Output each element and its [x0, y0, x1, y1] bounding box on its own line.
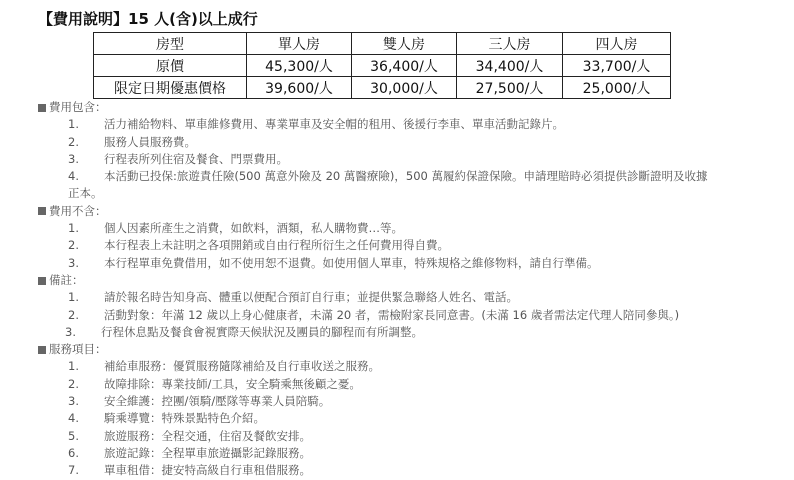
list-item: 3. 行程表所列住宿及餐食、門票費用。 [68, 151, 288, 166]
list-item: 1. 活力補給物料、單車維修費用、專業單車及安全帽的租用、後援行李車、單車活動記錄片。 [68, 117, 564, 132]
table-cell: 27,500/人 [457, 77, 563, 99]
list-item: 4. 騎乘導覽：特殊景點特色介紹。 [68, 411, 265, 426]
table-cell: 30,000/人 [352, 77, 457, 99]
header-cell: 單人房 [247, 33, 352, 55]
list-item: 7. 單車租借：捷安特高級自行車租借服務。 [68, 463, 311, 478]
list-item: 2. 本行程表上未註明之各項開銷或自由行程所衍生之任何費用得自費。 [68, 238, 449, 253]
table-cell: 25,000/人 [563, 77, 671, 99]
list-item: 5. 旅遊服務：全程交通，住宿及餐飲安排。 [68, 428, 311, 443]
list-item: 1. 請於報名時告知身高、體重以便配合預訂自行車；並提供緊急聯絡人姓名、電話。 [68, 290, 518, 305]
header-cell: 房型 [94, 33, 247, 55]
table-cell: 原價 [94, 55, 247, 77]
table-cell: 33,700/人 [563, 55, 671, 77]
list-item-continuation: 正本。 [68, 186, 103, 201]
bullet-square-icon [38, 346, 46, 354]
section-heading: 服務項目： [38, 341, 788, 358]
table-cell: 限定日期優惠價格 [94, 77, 247, 99]
section-heading: 費用包含： [38, 99, 788, 116]
list-item: 3. 安全維護：控團/領騎/壓隊等專業人員陪騎。 [68, 394, 331, 409]
notes-section [38, 99, 788, 480]
section-heading: 備註： [38, 272, 788, 289]
header-cell: 四人房 [563, 33, 671, 55]
list-item: 2. 故障排除：專業技師/工具，安全騎乘無後顧之憂。 [68, 376, 361, 391]
section-heading: 費用不含： [38, 203, 788, 220]
list-item: 2. 活動對象：年滿 12 歲以上身心健康者，未滿 20 者，需檢附家長同意書。(未滿 16 歲者需法定代理人陪同參與。) [68, 307, 680, 322]
header-cell: 雙人房 [352, 33, 457, 55]
table-cell: 34,400/人 [457, 55, 563, 77]
bullet-square-icon [38, 207, 46, 215]
header-cell: 三人房 [457, 33, 563, 55]
list-item: 1. 個人因素所產生之消費，如飲料，酒類，私人購物費…等。 [68, 221, 403, 236]
table-cell: 36,400/人 [352, 55, 457, 77]
list-item: 3. 本行程單車免費借用，如不使用恕不退費。如使用個人單車，特殊規格之維修物料，請自行準備。 [68, 255, 599, 270]
table-row [94, 55, 671, 77]
list-item: 6. 旅遊記錄：全程單車旅遊攝影記錄服務。 [68, 445, 311, 460]
list-item: 3. 行程休息點及餐食會視實際天候狀況及團員的腳程而有所調整。 [65, 324, 423, 339]
list-item: 4. 本活動已投保:旅遊責任險(500 萬意外險及 20 萬醫療險)，500 萬履約保證保險。申請理賠時必須提供診斷證明及收據 [68, 169, 708, 184]
list-item: 2. 服務人員服務費。 [68, 134, 196, 149]
table-cell: 45,300/人 [247, 55, 352, 77]
table-cell: 39,600/人 [247, 77, 352, 99]
table-row [94, 77, 671, 99]
bullet-square-icon [38, 277, 46, 285]
page-title: 【費用說明】15 人(含)以上成行 [38, 10, 258, 28]
bullet-square-icon [38, 104, 46, 112]
fee-table [93, 32, 671, 99]
table-header-row [94, 33, 671, 55]
list-item: 1. 補給車服務：優質服務隨隊補給及自行車收送之服務。 [68, 359, 380, 374]
